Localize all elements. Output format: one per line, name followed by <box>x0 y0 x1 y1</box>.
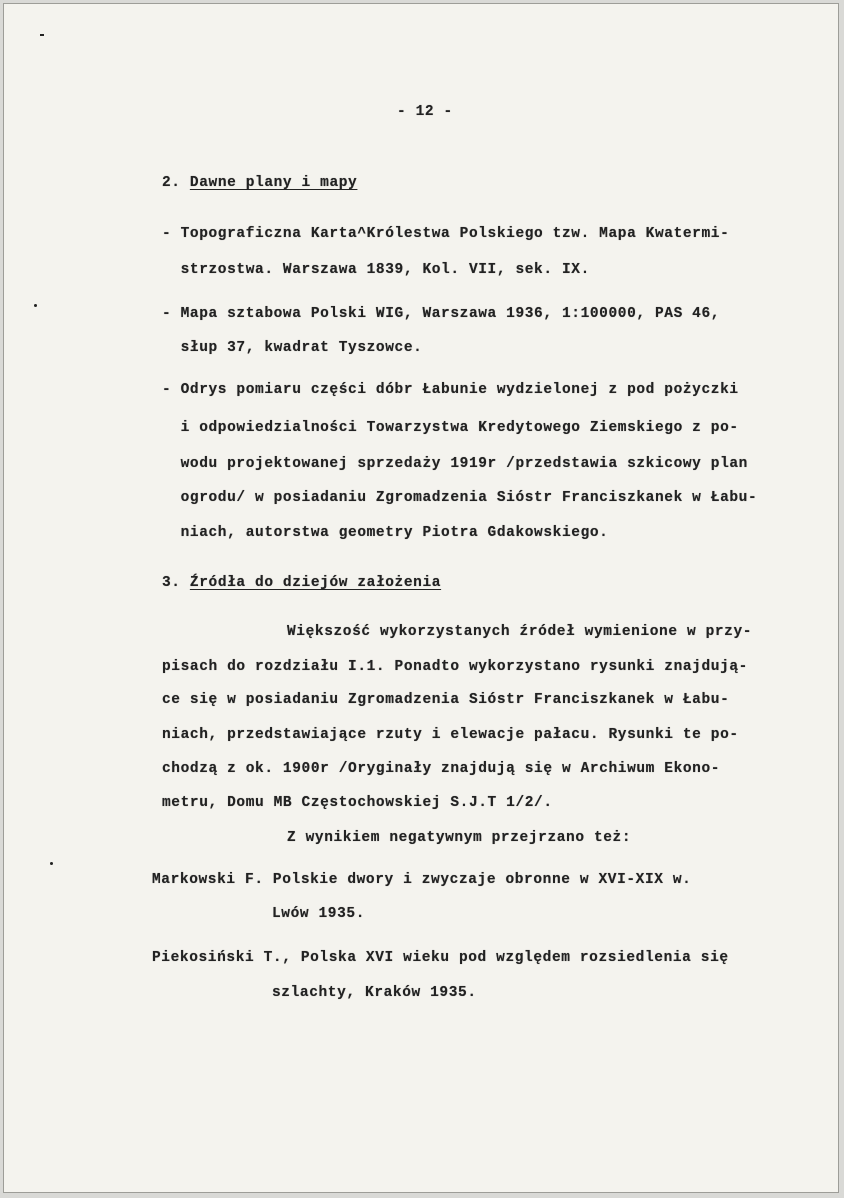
reference-2-line1: Piekosiński T., Polska XVI wieku pod względem rozsiedlenia się <box>152 950 729 966</box>
section-2-title: Dawne plany i mapy <box>189 175 358 191</box>
reference-1-line2: Lwów 1935. <box>272 906 366 922</box>
margin-mark <box>50 862 53 865</box>
section-3-heading <box>162 575 441 591</box>
section-3-title: Źródła do dziejów założenia <box>189 575 442 591</box>
reference-1-line1: Markowski F. Polskie dwory i zwyczaje obronne w XVI-XIX w. <box>152 872 692 888</box>
sec2-item1-line2: strzostwa. Warszawa 1839, Kol. VII, sek. IX. <box>162 262 590 278</box>
sec3-para2: Z wynikiem negatywnym przejrzano też: <box>287 830 632 846</box>
document-page <box>3 3 839 1193</box>
section-2-number: 2. <box>162 175 181 191</box>
sec2-item3-line4: ogrodu/ w posiadaniu Zgromadzenia Sióstr Franciszkanek w Łabu- <box>162 490 758 506</box>
margin-mark <box>40 34 44 36</box>
sec3-para1-line6: metru, Domu MB Częstochowskiej S.J.T 1/2/. <box>162 795 553 811</box>
sec2-item3-line5: niach, autorstwa geometry Piotra Gdakowskiego. <box>162 525 609 541</box>
sec3-para1-line3: ce się w posiadaniu Zgromadzenia Sióstr Franciszkanek w Łabu- <box>162 692 730 708</box>
page-number: - 12 - <box>397 104 453 120</box>
section-2-heading <box>162 175 357 191</box>
sec2-item1-line1: - Topograficzna Karta^Królestwa Polskiego tzw. Mapa Kwatermi- <box>162 226 730 242</box>
reference-2-line2: szlachty, Kraków 1935. <box>272 985 477 1001</box>
sec3-para1-line4: niach, przedstawiające rzuty i elewacje pałacu. Rysunki te po- <box>162 727 739 743</box>
sec2-item2-line1: - Mapa sztabowa Polski WIG, Warszawa 1936, 1:100000, PAS 46, <box>162 306 721 322</box>
sec2-item3-line1: - Odrys pomiaru części dóbr Łabunie wydzielonej z pod pożyczki <box>162 382 739 398</box>
section-3-number: 3. <box>162 575 181 591</box>
sec2-item2-line2: słup 37, kwadrat Tyszowce. <box>162 340 423 356</box>
sec3-para1-line2: pisach do rozdziału I.1. Ponadto wykorzystano rysunki znajdują- <box>162 659 748 675</box>
sec2-item3-line3: wodu projektowanej sprzedaży 1919r /przedstawia szkicowy plan <box>162 456 748 472</box>
sec3-para1-line5: chodzą z ok. 1900r /Oryginały znajdują się w Archiwum Ekono- <box>162 761 721 777</box>
sec3-para1-line1: Większość wykorzystanych źródeł wymienione w przy- <box>287 624 753 640</box>
sec2-item3-line2: i odpowiedzialności Towarzystwa Kredytowego Ziemskiego z po- <box>162 420 739 436</box>
margin-mark <box>34 304 37 307</box>
